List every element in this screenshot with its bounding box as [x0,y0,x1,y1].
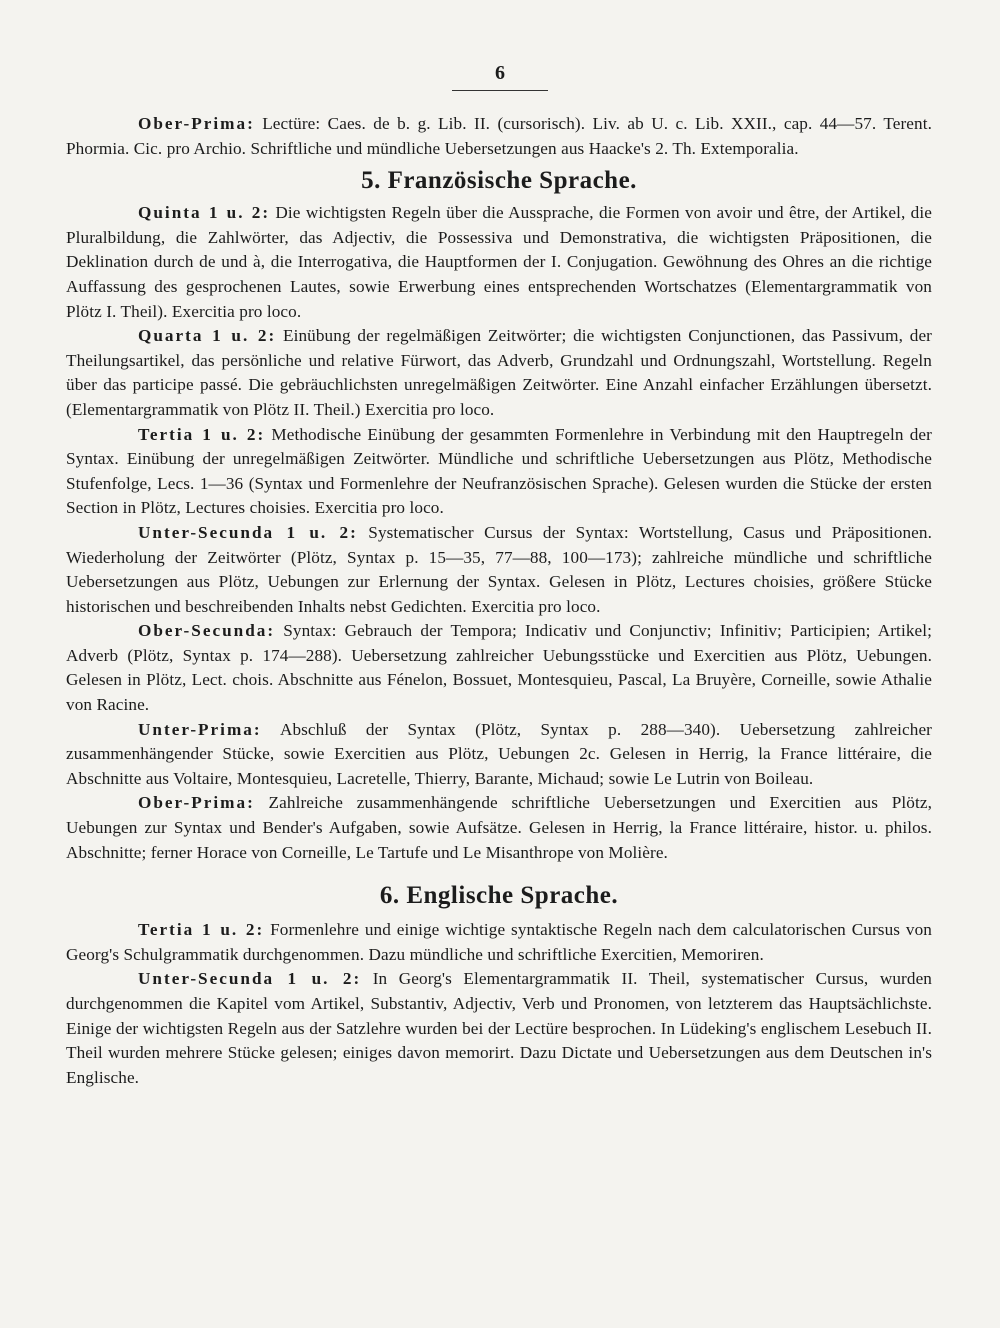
class-label: Ober-Prima: [138,793,255,813]
paragraph-text: Systematischer Cursus der Syntax: Wortstellung, Casus und Präpositionen. Wiederholung der Zeitwörter (Plötz, Syntax p. 15—35, 77—88, 100—173); zahlreiche mündliche und schriftliche Uebersetzungen aus Plötz, Uebungen zur Erlernung der Syntax. Gelesen in Plötz, Lectures choisies, größere Stücke historischen und beschreibenden Inhalts nebst Gedichten. Exercitia pro loco. [66,522,933,616]
english-tertia-paragraph [66,918,932,967]
paragraph-text: Formenlehre und einige wichtige syntaktische Regeln nach dem calculatorischen Cursus von Georg's Schulgrammatik durchgenommen. Dazu mündliche und schriftliche Exercitien, Memoriren. [66,920,932,964]
class-label: Ober-Secunda: [138,621,276,641]
paragraph-text: Abschluß der Syntax (Plötz, Syntax p. 288—340). Uebersetzung zahlreicher zusammenhängender Stücke, sowie Exercitien aus Plötz, Uebungen 2c. Gelesen in Herrig, la France littéraire, die Abschnitte aus Voltaire, Montesquieu, Lacretelle, Thierry, Barante, Michaud; sowie Le Lutrin von Boileau. [66,719,932,788]
french-ober-secunda-paragraph [66,619,932,717]
section-heading-french: 5. Französische Sprache. [361,167,637,195]
class-label: Quinta 1 u. 2: [138,203,271,223]
class-label: Tertia 1 u. 2: [138,424,266,444]
french-unter-secunda-paragraph [66,521,932,619]
paragraph-text: Die wichtigsten Regeln über die Aussprache, die Formen von avoir und être, der Artikel, die Pluralbildung, die Zahlwörter, das Adjectiv, die Possessiva und Demonstrativa, die wichtigsten Präpositionen, die Deklination durch de und à, die Interrogativa, die Hauptformen der I. Conjugation. Gewöhnung des Ohres an die richtige Auffassung des gesprochenen Lautes, sowie Erwerbung eines entsprechenden Wortschatzes (Elementargrammatik von Plötz I. Theil). Exercitia pro loco. [66,203,932,321]
french-ober-prima-paragraph [66,791,932,865]
paragraph-text: Methodische Einübung der gesammten Formenlehre in Verbindung mit den Hauptregeln der Syntax. Einübung der unregelmäßigen Zeitwörter. Mündliche und schriftliche Uebersetzungen aus Plötz, Methodische Stufenfolge, Lecs. 1—36 (Syntax und Formenlehre der Neufranzösischen Sprache). Gelesen wurden die Stücke der ersten Section in Plötz, Lectures choisies. Exercitia pro loco. [66,424,932,518]
page-number-rule [452,90,548,91]
class-label: Unter-Secunda 1 u. 2: [138,522,358,542]
paragraph-text: Zahlreiche zusammenhängende schriftliche Uebersetzungen und Exercitien aus Plötz, Uebungen zur Syntax und Bender's Aufgaben, sowie Aufsätze. Gelesen in Herrig, la France littéraire, histor. u. philos. Abschnitte; ferner Horace von Corneille, Le Tartufe und Le Misanthrope von Molière. [66,793,932,862]
class-label: Unter-Secunda 1 u. 2: [138,969,362,989]
class-label: Tertia 1 u. 2: [138,920,265,940]
french-unter-prima-paragraph [66,718,932,792]
section-heading-english: 6. Englische Sprache. [379,882,619,910]
paragraph-text: Einübung der regelmäßigen Zeitwörter; die wichtigsten Conjunctionen, das Passivum, der Theilungsartikel, das persönliche und relative Fürwort, das Adverb, Grundzahl und Ordnungszahl, Wortstellung. Regeln über das participe passé. Die gebräuchlichsten unregelmäßigen Zeitwörter. Eine Anzahl einfacher Erzählungen übersetzt. (Elementargrammatik von Plötz II. Theil.) Exercitia pro loco. [66,326,932,419]
french-quarta-paragraph [66,324,932,422]
paragraph-text: In Georg's Elementargrammatik II. Theil, systematischer Cursus, wurden durchgenommen die Kapitel vom Artikel, Substantiv, Adjectiv, Verb und Pronomen, von letzterem das Hauptsächlichste. Einige der wichtigsten Regeln aus der Satzlehre wurden bei der Lectüre besprochen. In Lüdeking's englischem Lesebuch II. Theil wurden mehrere Stücke gelesen; einiges davon memorirt. Dazu Dictate und Uebersetzungen aus dem Deutschen in's Englische. [66,969,933,1087]
class-label: Quarta 1 u. 2: [138,326,277,346]
class-label: Ober-Prima: [138,114,255,133]
page-number: 6 [495,62,505,84]
paragraph-text: Lectüre: Caes. de b. g. Lib. II. (cursorisch). Liv. ab U. c. Lib. XXII., cap. 44—57. Terent. Phormia. Cic. pro Archio. Schriftliche und mündliche Uebersetzungen aus Haacke's 2. Th. Extemporalia. [66,114,932,158]
paragraph-text: Syntax: Gebrauch der Tempora; Indicativ und Conjunctiv; Infinitiv; Participien; Artikel; Adverb (Plötz, Syntax p. 174—288). Uebersetzung zahlreicher Uebungsstücke und Exercitien aus Plötz, Uebungen. Gelesen in Plötz, Lect. chois. Abschnitte aus Fénelon, Bossuet, Montesquieu, Pascal, La Bruyère, Corneille, sowie Athalie von Racine. [66,621,932,715]
english-unter-secunda-paragraph [66,967,932,1090]
latin-ober-prima-paragraph [66,112,932,161]
french-tertia-paragraph [66,423,932,521]
page-body [66,112,932,1090]
french-quinta-paragraph [66,201,932,324]
class-label: Unter-Prima: [138,719,262,739]
